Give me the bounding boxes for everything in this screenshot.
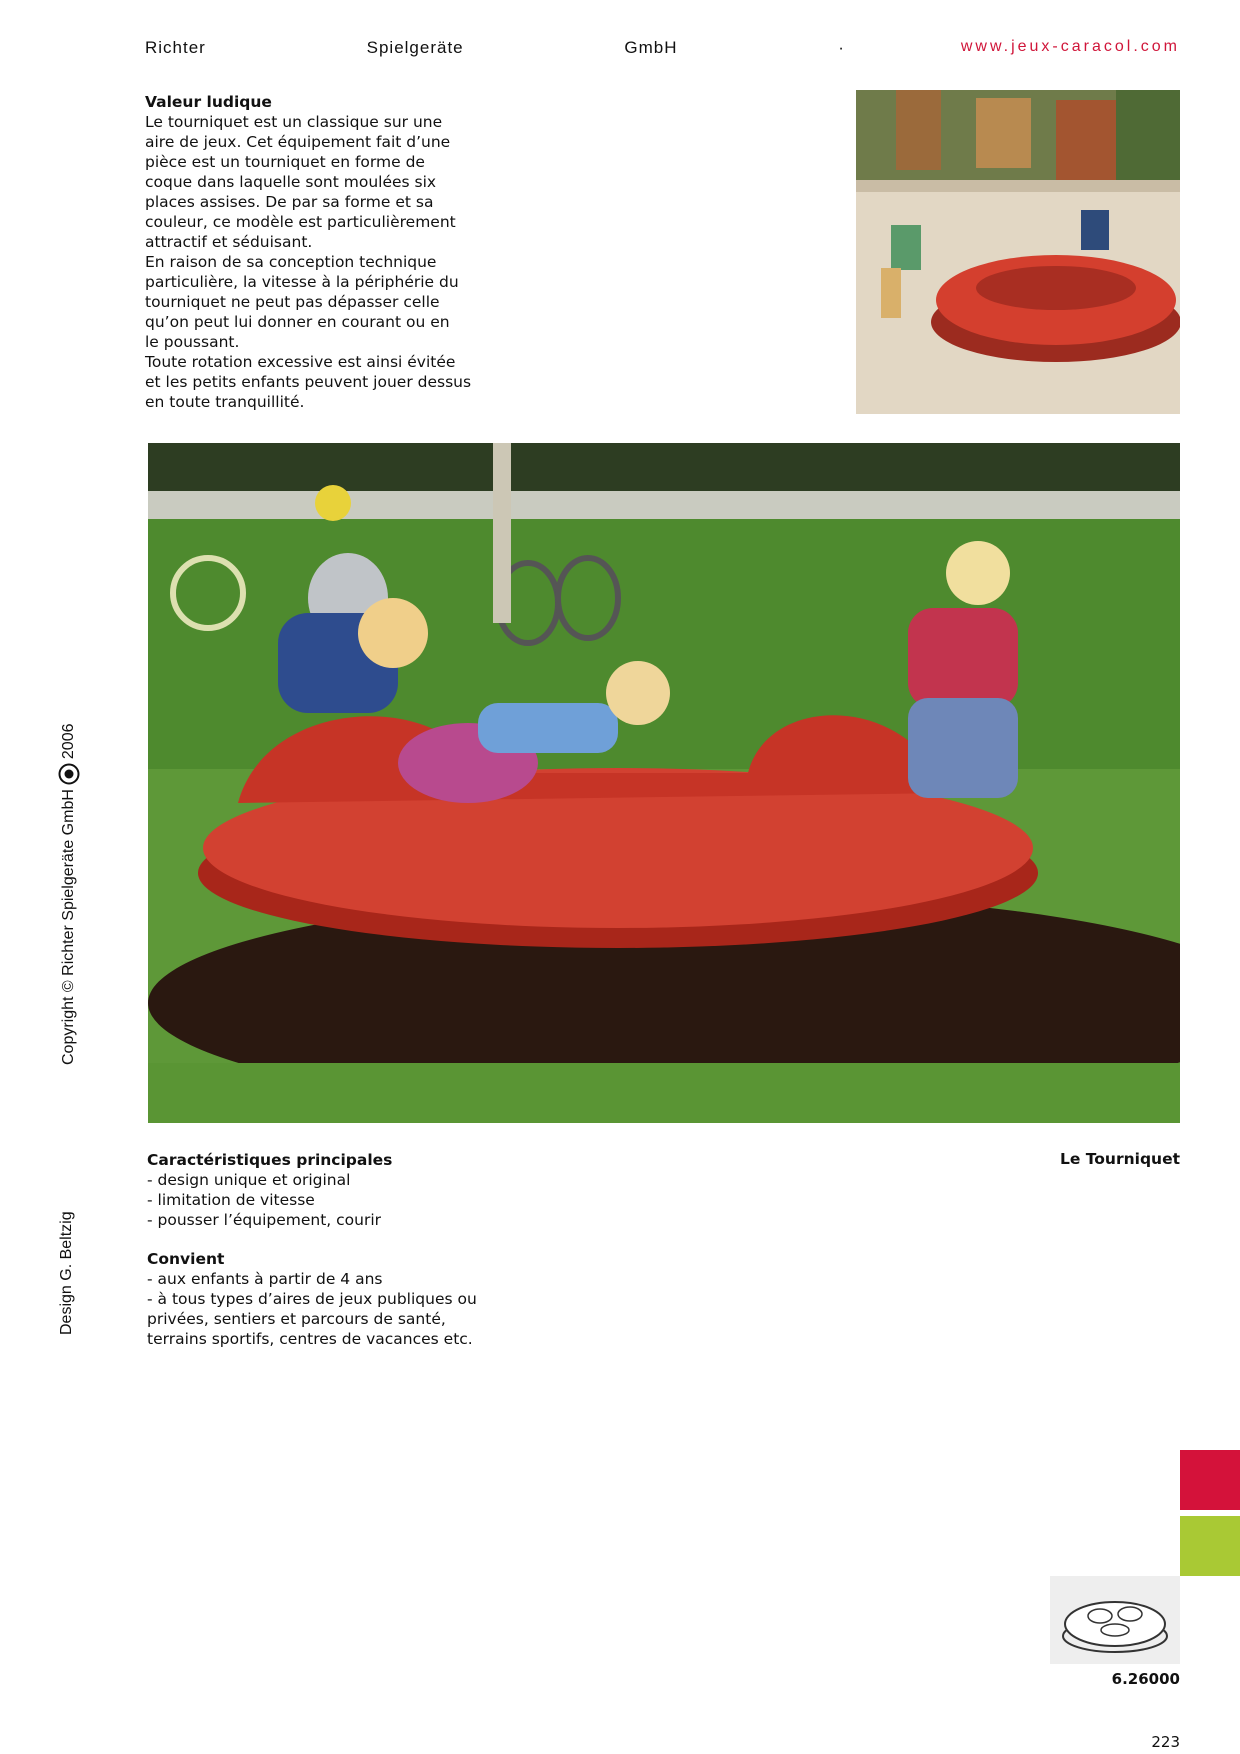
suitable-item: - aux enfants à partir de 4 ans — [147, 1270, 383, 1288]
brand-word: GmbH — [624, 38, 678, 57]
suitable-title: Convient — [147, 1250, 225, 1268]
copyright-year: 2006 — [60, 723, 77, 760]
company-name — [145, 38, 845, 58]
feature-item: - pousser l’équipement, courir — [147, 1211, 382, 1229]
playground-sand-photo — [856, 90, 1180, 414]
product-sketch-thumbnail — [1050, 1576, 1180, 1664]
children-on-tourniquet-photo — [148, 443, 1180, 1123]
features-section — [147, 1150, 567, 1230]
intro-title: Valeur ludique — [145, 93, 272, 111]
brand-separator: · — [838, 38, 845, 57]
page-number: 223 — [1151, 1733, 1180, 1751]
feature-item: - limitation de vitesse — [147, 1191, 315, 1209]
designer-credit: Design G. Beltzig — [58, 1211, 75, 1335]
richter-logo-icon — [58, 763, 80, 785]
brand-word: Spielgeräte — [366, 38, 464, 57]
features-title: Caractéristiques principales — [147, 1151, 393, 1169]
intro-section — [145, 92, 485, 412]
suitable-section — [147, 1249, 567, 1349]
product-name: Le Tourniquet — [1059, 1150, 1180, 1168]
copyright-text: Copyright © Richter Spielgeräte GmbH — [60, 789, 77, 1065]
intro-text: Le tourniquet est un classique sur une aire de jeux. Cet équipement fait d’une pièce est un tourniquet en forme de coque dans laquelle sont moulées six places assises. De par sa forme et sa couleur, ce modèle est particulièrement attractif et séduisant. En raison de sa conception technique particulière, la vitesse à la périphérie du tourniquet ne peut pas dépasser celle qu’on peut lui donner en courant ou en le poussant. Toute rotation excessive est ainsi évitée et les petits enfants peuvent jouer dessus en toute tranquillité. — [145, 113, 472, 411]
category-color-block-green — [1180, 1516, 1240, 1576]
suitable-item: - à tous types d’aires de jeux publiques ou privées, sentiers et parcours de santé, terrains sportifs, centres de vacances etc. — [147, 1290, 477, 1348]
website-link[interactable]: www.jeux-caracol.com — [960, 38, 1180, 55]
feature-item: - design unique et original — [147, 1171, 351, 1189]
copyright-vertical — [58, 724, 80, 1066]
page-header — [145, 38, 1180, 62]
brand-word: Richter — [145, 38, 206, 57]
product-code: 6.26000 — [1111, 1670, 1180, 1688]
category-color-block-red — [1180, 1450, 1240, 1510]
